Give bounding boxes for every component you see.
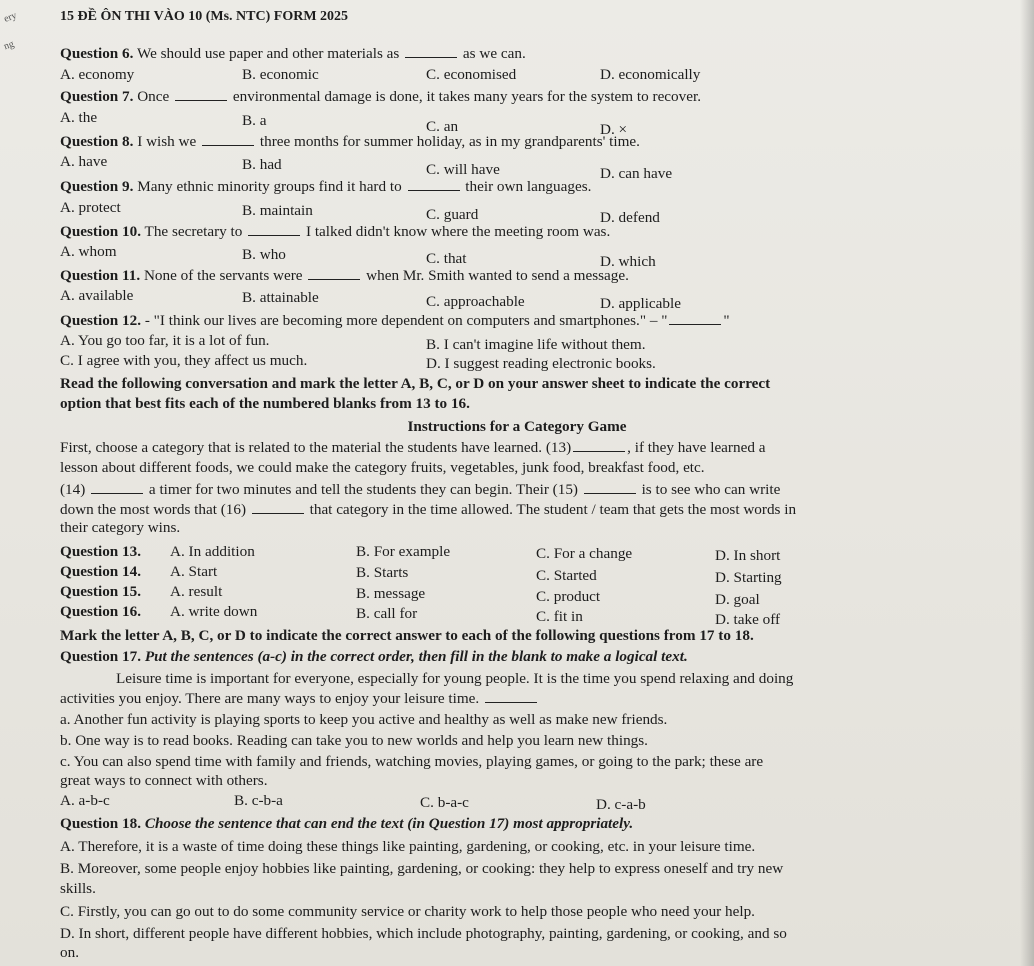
question-text: I wish we <box>137 133 197 150</box>
sentence-c: c. You can also spend time with family and friends, watching movies, playing games, or going to the park; these are <box>60 753 764 770</box>
question-10 <box>60 223 610 241</box>
option-a: A. economy <box>60 66 135 83</box>
question-text: as we can. <box>462 45 526 62</box>
question-label: Question 17. <box>60 648 142 665</box>
question-text: Many ethnic minority groups find it hard to <box>137 178 402 195</box>
option-b: B. message <box>356 585 426 602</box>
option-d: D. I suggest reading electronic books. <box>426 355 656 372</box>
option-b: B. c-b-a <box>234 792 283 809</box>
question-14-label: Question 14. <box>60 563 142 580</box>
question-7 <box>60 88 701 106</box>
question-text: None of the servants were <box>143 267 303 284</box>
sentence-a: a. Another fun activity is playing sports to keep you active and healthy as well as make new friends. <box>60 711 668 728</box>
option-c: C. I agree with you, they affect us much. <box>60 352 308 369</box>
question-text: their own languages. <box>465 178 592 195</box>
reading-text: that category in the time allowed. The student / team that gets the most words in <box>309 501 797 518</box>
question-label: Question 12. <box>60 312 142 329</box>
reading-paragraph-line <box>60 481 780 499</box>
option-b: B. had <box>242 156 282 173</box>
reading-paragraph-line <box>60 439 765 457</box>
answer-blank <box>308 267 360 280</box>
option-b: B. a <box>242 112 267 129</box>
reading-text: down the most words that (16) <box>60 501 247 518</box>
option-d: D. which <box>600 253 656 270</box>
question-label: Question 18. <box>60 815 142 832</box>
answer-blank <box>202 133 254 146</box>
question-16-label: Question 16. <box>60 603 142 620</box>
sentence-b: b. One way is to read books. Reading can take you to new worlds and help you learn new things. <box>60 732 648 749</box>
option-d: D. take off <box>715 611 781 628</box>
question-label: Question 7. <box>60 88 134 105</box>
answer-blank-16 <box>252 501 304 514</box>
question-18 <box>60 815 633 833</box>
reading-instruction-line-1: Read the following conversation and mark the letter A, B, C, or D on your answer sheet to indicate the correct <box>60 375 771 392</box>
option-a: A. Therefore, it is a waste of time doing these things like painting, gardening, or cooking, etc. in your leisure time. <box>60 838 756 855</box>
option-a: A. whom <box>60 243 117 260</box>
option-a: A. have <box>60 153 108 170</box>
reading-instruction-line-2: option that best fits each of the numbered blanks from 13 to 16. <box>60 395 470 412</box>
option-d: D. goal <box>715 591 760 608</box>
question-13-label: Question 13. <box>60 543 142 560</box>
option-a: A. protect <box>60 199 121 216</box>
question-text: three months for summer holiday, as in my grandparents' time. <box>259 133 640 150</box>
question-text: - "I think our lives are becoming more dependent on computers and smartphones." – " <box>144 312 668 329</box>
option-a: A. a-b-c <box>60 792 110 809</box>
option-d: D. In short <box>715 547 781 564</box>
question-9 <box>60 178 591 196</box>
question-prompt: Put the sentences (a-c) in the correct order, then fill in the blank to make a logical text. <box>144 648 688 665</box>
option-d: D. c-a-b <box>596 796 646 813</box>
reading-paragraph-line <box>60 501 796 519</box>
option-c: C. fit in <box>536 608 583 625</box>
question-prompt: Choose the sentence that can end the text (in Question 17) most appropriately. <box>144 815 634 832</box>
answer-blank <box>248 223 300 236</box>
option-d: D. defend <box>600 209 660 226</box>
option-d: D. economically <box>600 66 701 83</box>
option-c: C. approachable <box>426 293 525 310</box>
question-text: " <box>723 312 730 329</box>
option-c: C. Started <box>536 567 597 584</box>
passage-line: Leisure time is important for everyone, especially for young people. It is the time you spend relaxing and doing <box>116 670 794 687</box>
option-c: C. an <box>426 118 459 135</box>
answer-blank <box>405 45 457 58</box>
option-d: D. applicable <box>600 295 681 312</box>
option-c: C. that <box>426 250 467 267</box>
question-text: We should use paper and other materials as <box>136 45 400 62</box>
reading-text: a timer for two minutes and tell the students they can begin. Their (15) <box>148 481 578 498</box>
option-b-continued: skills. <box>60 880 96 897</box>
question-text: Once <box>137 88 170 105</box>
answer-blank <box>408 178 460 191</box>
option-b: B. attainable <box>242 289 319 306</box>
reading-text: (14) <box>60 481 86 498</box>
option-b: B. Starts <box>356 564 409 581</box>
question-label: Question 6. <box>60 45 134 62</box>
question-8 <box>60 133 640 151</box>
reading-text: First, choose a category that is related to the material the students have learned. (13) <box>60 439 572 456</box>
option-b: B. Moreover, some people enjoy hobbies like painting, gardening, or cooking: they help to express oneself and try new <box>60 860 784 877</box>
reading-paragraph-line: lesson about different foods, we could make the category fruits, vegetables, junk food, breakfast food, etc. <box>60 459 705 476</box>
question-label: Question 8. <box>60 133 134 150</box>
question-text: when Mr. Smith wanted to send a message. <box>366 267 629 284</box>
answer-blank-13 <box>573 439 625 452</box>
passage-text: activities you enjoy. There are many ways to enjoy your leisure time. <box>60 690 480 707</box>
question-label: Question 10. <box>60 223 142 240</box>
reading-title: Instructions for a Category Game <box>407 418 627 435</box>
question-label: Question 11. <box>60 267 141 284</box>
sentence-c-continued: great ways to connect with others. <box>60 772 268 789</box>
reading-text: is to see who can write <box>641 481 781 498</box>
question-12 <box>60 312 730 330</box>
option-b: B. I can't imagine life without them. <box>426 336 646 353</box>
option-b: B. who <box>242 246 286 263</box>
option-c: C. economised <box>426 66 517 83</box>
option-a: A. the <box>60 109 98 126</box>
page-edge-shadow <box>1020 0 1034 966</box>
corner-handwriting-top: ery <box>2 10 19 25</box>
answer-blank-14 <box>91 481 143 494</box>
question-label: Question 9. <box>60 178 134 195</box>
option-c: C. b-a-c <box>420 794 469 811</box>
option-a: A. You go too far, it is a lot of fun. <box>60 332 270 349</box>
option-c: C. guard <box>426 206 479 223</box>
question-11 <box>60 267 629 285</box>
question-text: I talked didn't know where the meeting room was. <box>305 223 611 240</box>
option-d: D. can have <box>600 165 673 182</box>
option-d: D. In short, different people have different hobbies, which include photography, painting, gardening, or cooking, and so <box>60 925 787 942</box>
answer-blank-15 <box>584 481 636 494</box>
passage-line <box>60 690 539 708</box>
option-b: B. economic <box>242 66 319 83</box>
option-a: A. In addition <box>170 543 255 560</box>
answer-blank <box>669 312 721 325</box>
page-header-title: 15 ĐỀ ÔN THI VÀO 10 (Ms. NTC) FORM 2025 <box>60 9 349 24</box>
option-a: A. Start <box>170 563 218 580</box>
option-d: D. Starting <box>715 569 782 586</box>
question-17 <box>60 648 688 666</box>
reading-text: , if they have learned a <box>627 439 766 456</box>
option-c: C. For a change <box>536 545 633 562</box>
answer-blank <box>175 88 227 101</box>
option-a: A. result <box>170 583 223 600</box>
reading-paragraph-line: their category wins. <box>60 519 181 536</box>
answer-blank-17 <box>485 690 537 703</box>
option-d: D. × <box>600 121 628 138</box>
question-text: The secretary to <box>144 223 243 240</box>
question-15-label: Question 15. <box>60 583 142 600</box>
question-6 <box>60 45 526 63</box>
option-a: A. available <box>60 287 134 304</box>
option-b: B. For example <box>356 543 451 560</box>
option-c: C. product <box>536 588 601 605</box>
option-b: B. maintain <box>242 202 313 219</box>
section-instruction-17-18: Mark the letter A, B, C, or D to indicate the correct answer to each of the following questions from 17 to 18. <box>60 627 754 644</box>
option-c: C. will have <box>426 161 500 178</box>
option-b: B. call for <box>356 605 418 622</box>
question-text: environmental damage is done, it takes many years for the system to recover. <box>232 88 701 105</box>
corner-handwriting-bottom: ng <box>2 38 16 53</box>
option-a: A. write down <box>170 603 258 620</box>
option-d-continued: on. <box>60 944 79 961</box>
option-c: C. Firstly, you can go out to do some community service or charity work to help those people who need your help. <box>60 903 755 920</box>
